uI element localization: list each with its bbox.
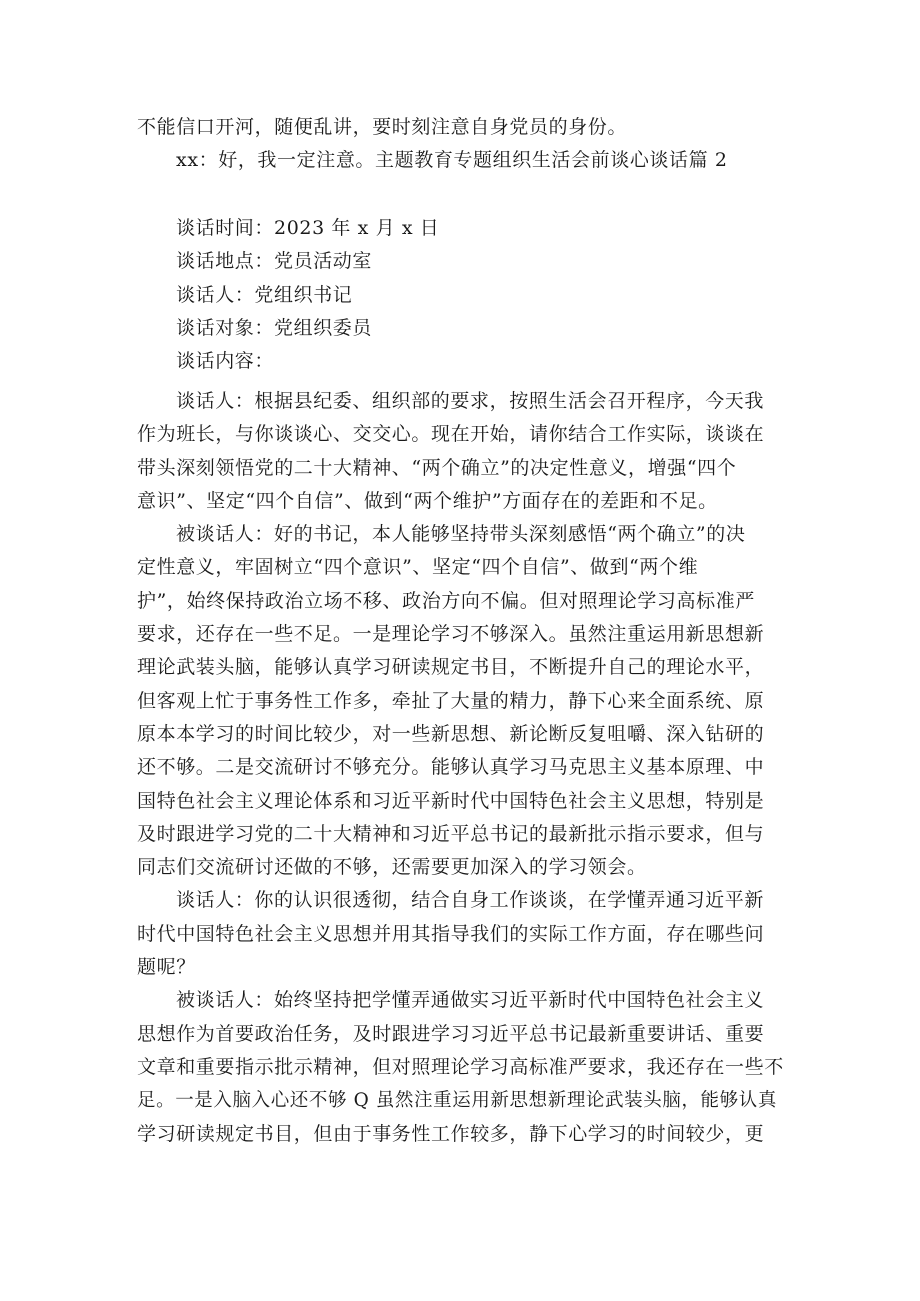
- paragraph-line: 还不够。二是交流研讨不够充分。能够认真学习马克思主义基本原理、中: [137, 756, 765, 779]
- paragraph-line: 足。一是入脑入心还不够 Q 虽然注重运用新思想新理论武装头脑，能够认真: [137, 1090, 777, 1112]
- paragraph-line: 被谈话人：始终坚持把学懂弄通做实习近平新时代中国特色社会主义: [176, 989, 765, 1012]
- intro-line: xx：好，我一定注意。主题教育专题组织生活会前谈心谈话篇 2: [176, 149, 728, 172]
- meta-place: 谈话地点：党员活动室: [176, 250, 373, 273]
- paragraph-line: 谈话人：你的认识很透彻，结合自身工作谈谈，在学懂弄通习近平新: [176, 889, 765, 912]
- meta-time: 谈话时间：2023 年 x 月 x 日: [176, 217, 440, 239]
- paragraph-line: 谈话人：根据县纪委、组织部的要求，按照生活会召开程序，今天我: [176, 390, 765, 412]
- paragraph-line: 题呢？: [137, 956, 196, 979]
- body-block: [137, 385, 787, 1151]
- intro-line: 不能信口开河，随便乱讲，要时刻注意自身党员的身份。: [137, 116, 628, 138]
- paragraph-line: 意识”、坚定“四个自信”、做到“两个维护”方面存在的差距和不足。: [137, 489, 718, 512]
- intro-block: [137, 111, 787, 178]
- paragraph-line: 带头深刻领悟党的二十大精神、“两个确立”的决定性意义，增强“四个: [137, 456, 737, 479]
- paragraph-line: 理论武装头脑，能够认真学习研读规定书目，不断提升自己的理论水平，: [137, 656, 765, 679]
- paragraph-line: 定性意义，牢固树立“四个意识”、坚定“四个自信”、做到“两个维: [137, 556, 699, 579]
- paragraph-line: 时代中国特色社会主义思想并用其指导我们的实际工作方面，存在哪些问: [137, 922, 765, 945]
- paragraph-line: 文章和重要指示批示精神，但对照理论学习高标准严要求，我还存在一些不: [137, 1055, 784, 1078]
- paragraph-line: 被谈话人：好的书记，本人能够坚持带头深刻感悟“两个确立”的决: [176, 523, 746, 546]
- paragraph-line: 原本本学习的时间比较少，对一些新思想、新论断反复咀嚼、深入钻研的: [137, 722, 765, 745]
- paragraph-line: 要求，还存在一些不足。一是理论学习不够深入。虽然注重运用新思想新: [137, 623, 765, 646]
- paragraph-line: 但客观上忙于事务性工作多，牵扯了大量的精力，静下心来全面系统、原: [137, 689, 765, 712]
- paragraph-line: 作为班长，与你谈谈心、交交心。现在开始，请你结合工作实际，谈谈在: [137, 423, 765, 446]
- paragraph-line: 国特色社会主义理论体系和习近平新时代中国特色社会主义思想，特别是: [137, 789, 765, 812]
- meta-speaker: 谈话人：党组织书记: [176, 283, 353, 306]
- meta-target: 谈话对象：党组织委员: [176, 316, 373, 339]
- paragraph-line: 同志们交流研讨还做的不够，还需要更加深入的学习领会。: [137, 856, 647, 879]
- paragraph-line: 思想作为首要政治任务，及时跟进学习习近平总书记最新重要讲话、重要: [137, 1022, 765, 1045]
- paragraph-line: 学习研读规定书目，但由于事务性工作较多，静下心学习的时间较少，更: [137, 1122, 765, 1145]
- paragraph-line: 及时跟进学习党的二十大精神和习近平总书记的最新批示指示要求，但与: [137, 822, 765, 845]
- meta-content-label: 谈话内容：: [176, 350, 275, 373]
- meta-block: [137, 212, 787, 378]
- paragraph-line: 护”，始终保持政治立场不移、政治方向不偏。但对照理论学习高标准严: [137, 589, 755, 612]
